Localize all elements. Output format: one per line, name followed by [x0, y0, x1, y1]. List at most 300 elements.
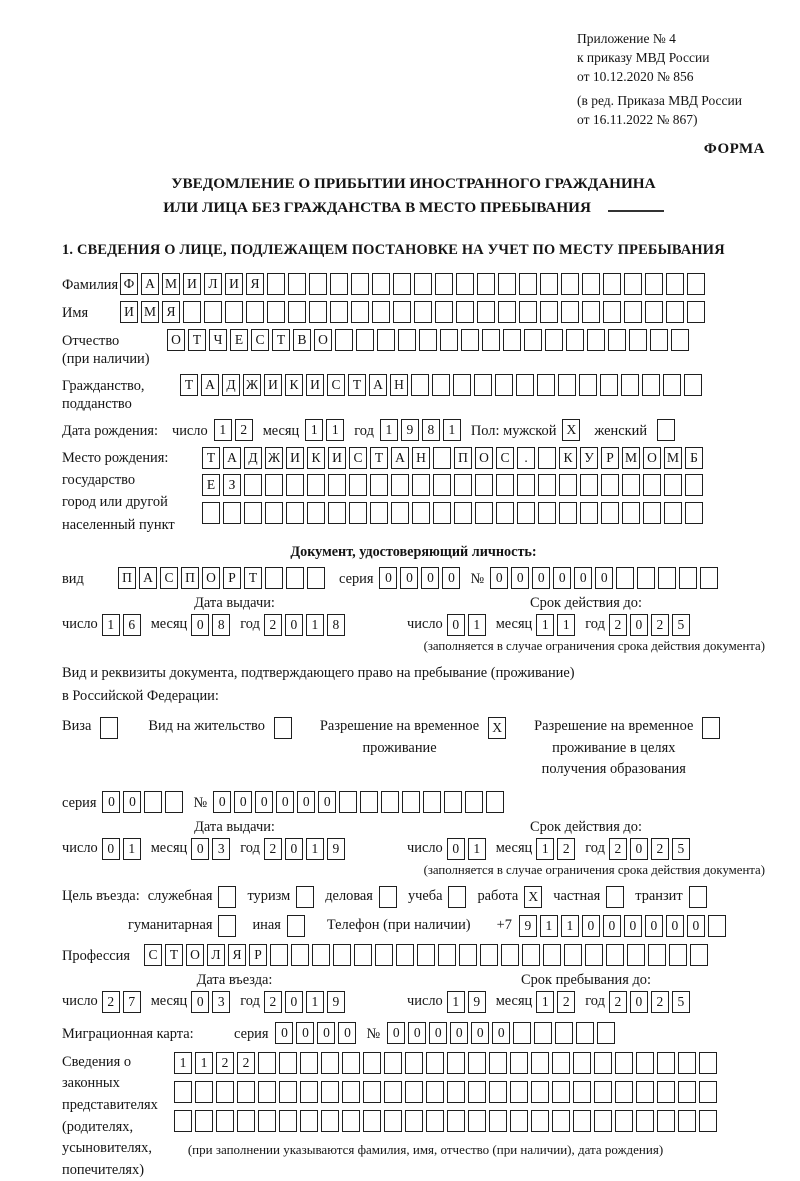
char-box[interactable]: 0: [471, 1022, 489, 1044]
char-box[interactable]: [342, 1052, 360, 1074]
char-box[interactable]: [447, 1081, 465, 1103]
char-box[interactable]: [538, 447, 556, 469]
char-box[interactable]: [244, 502, 262, 524]
char-box[interactable]: [678, 1052, 696, 1074]
char-box[interactable]: [559, 502, 577, 524]
char-box[interactable]: [531, 1052, 549, 1074]
char-box[interactable]: [552, 1052, 570, 1074]
char-box[interactable]: [391, 502, 409, 524]
char-box[interactable]: Ж: [243, 374, 261, 396]
char-box[interactable]: А: [201, 374, 219, 396]
char-box[interactable]: [414, 301, 432, 323]
char-box[interactable]: Н: [412, 447, 430, 469]
char-box[interactable]: [244, 474, 262, 496]
char-box[interactable]: О: [167, 329, 185, 351]
char-box[interactable]: [519, 273, 537, 295]
char-box[interactable]: [616, 567, 634, 589]
char-box[interactable]: 0: [442, 567, 460, 589]
char-box[interactable]: 0: [318, 791, 336, 813]
char-box[interactable]: [195, 1110, 213, 1132]
char-box[interactable]: 5: [672, 614, 690, 636]
char-box[interactable]: 8: [212, 614, 230, 636]
char-box[interactable]: [543, 944, 561, 966]
char-box[interactable]: [330, 273, 348, 295]
char-box[interactable]: [637, 567, 655, 589]
char-box[interactable]: [561, 301, 579, 323]
char-box[interactable]: 0: [408, 1022, 426, 1044]
char-box[interactable]: 5: [672, 838, 690, 860]
char-box[interactable]: [433, 474, 451, 496]
char-box[interactable]: К: [559, 447, 577, 469]
char-box[interactable]: И: [225, 273, 243, 295]
char-box[interactable]: X: [488, 717, 506, 739]
char-box[interactable]: [265, 474, 283, 496]
char-box[interactable]: 2: [235, 419, 253, 441]
char-box[interactable]: [447, 1110, 465, 1132]
char-box[interactable]: 0: [213, 791, 231, 813]
char-box[interactable]: [685, 474, 703, 496]
char-box[interactable]: [379, 886, 397, 908]
char-box[interactable]: [486, 791, 504, 813]
residence-permit-checkbox[interactable]: [274, 717, 292, 739]
char-box[interactable]: [333, 944, 351, 966]
char-box[interactable]: [356, 329, 374, 351]
char-box[interactable]: [615, 1081, 633, 1103]
char-box[interactable]: [279, 1081, 297, 1103]
char-box[interactable]: [601, 474, 619, 496]
tourism-checkbox[interactable]: [296, 886, 314, 908]
char-box[interactable]: [606, 886, 624, 908]
char-box[interactable]: [689, 886, 707, 908]
char-box[interactable]: [270, 944, 288, 966]
char-box[interactable]: [174, 1110, 192, 1132]
char-box[interactable]: [174, 1081, 192, 1103]
char-box[interactable]: [363, 1110, 381, 1132]
char-box[interactable]: [328, 474, 346, 496]
char-box[interactable]: [615, 1110, 633, 1132]
char-box[interactable]: [300, 1081, 318, 1103]
char-box[interactable]: [448, 886, 466, 908]
char-box[interactable]: 0: [285, 838, 303, 860]
char-box[interactable]: [636, 1110, 654, 1132]
char-box[interactable]: 0: [687, 915, 705, 937]
char-box[interactable]: [666, 273, 684, 295]
char-box[interactable]: [580, 474, 598, 496]
char-box[interactable]: [679, 567, 697, 589]
char-box[interactable]: 2: [102, 991, 120, 1013]
char-box[interactable]: [321, 1110, 339, 1132]
char-box[interactable]: [576, 1022, 594, 1044]
char-box[interactable]: [412, 502, 430, 524]
char-box[interactable]: 0: [285, 991, 303, 1013]
char-box[interactable]: [684, 374, 702, 396]
char-box[interactable]: [307, 474, 325, 496]
female-checkbox[interactable]: [657, 419, 675, 441]
char-box[interactable]: 0: [379, 567, 397, 589]
char-box[interactable]: П: [118, 567, 136, 589]
char-box[interactable]: [258, 1081, 276, 1103]
char-box[interactable]: 0: [447, 838, 465, 860]
char-box[interactable]: 0: [582, 915, 600, 937]
commercial-checkbox[interactable]: [379, 886, 397, 908]
char-box[interactable]: [412, 474, 430, 496]
char-box[interactable]: Н: [390, 374, 408, 396]
char-box[interactable]: [495, 374, 513, 396]
char-box[interactable]: [648, 944, 666, 966]
char-box[interactable]: [414, 273, 432, 295]
char-box[interactable]: [669, 944, 687, 966]
char-box[interactable]: 0: [296, 1022, 314, 1044]
male-checkbox[interactable]: [562, 419, 580, 441]
char-box[interactable]: [267, 273, 285, 295]
char-box[interactable]: А: [141, 273, 159, 295]
char-box[interactable]: 2: [651, 614, 669, 636]
char-box[interactable]: 0: [490, 567, 508, 589]
char-box[interactable]: [621, 374, 639, 396]
char-box[interactable]: [657, 1081, 675, 1103]
char-box[interactable]: [582, 273, 600, 295]
char-box[interactable]: С: [160, 567, 178, 589]
char-box[interactable]: Т: [202, 447, 220, 469]
char-box[interactable]: 0: [645, 915, 663, 937]
char-box[interactable]: X: [562, 419, 580, 441]
char-box[interactable]: Т: [180, 374, 198, 396]
char-box[interactable]: Т: [272, 329, 290, 351]
char-box[interactable]: [456, 301, 474, 323]
char-box[interactable]: [477, 301, 495, 323]
char-box[interactable]: И: [286, 447, 304, 469]
char-box[interactable]: Д: [222, 374, 240, 396]
business-checkbox[interactable]: [218, 886, 236, 908]
char-box[interactable]: 3: [212, 991, 230, 1013]
char-box[interactable]: [419, 329, 437, 351]
char-box[interactable]: [552, 1081, 570, 1103]
char-box[interactable]: Т: [188, 329, 206, 351]
char-box[interactable]: Р: [223, 567, 241, 589]
char-box[interactable]: [339, 791, 357, 813]
char-box[interactable]: [459, 944, 477, 966]
char-box[interactable]: [426, 1110, 444, 1132]
char-box[interactable]: [496, 474, 514, 496]
char-box[interactable]: 9: [327, 991, 345, 1013]
char-box[interactable]: .: [517, 447, 535, 469]
char-box[interactable]: П: [454, 447, 472, 469]
char-box[interactable]: [433, 502, 451, 524]
char-box[interactable]: [468, 1081, 486, 1103]
char-box[interactable]: [433, 447, 451, 469]
char-box[interactable]: [246, 301, 264, 323]
char-box[interactable]: [195, 1081, 213, 1103]
char-box[interactable]: [183, 301, 201, 323]
char-box[interactable]: [223, 502, 241, 524]
char-box[interactable]: 0: [630, 991, 648, 1013]
char-box[interactable]: [489, 1052, 507, 1074]
char-box[interactable]: [643, 502, 661, 524]
char-box[interactable]: 0: [553, 567, 571, 589]
char-box[interactable]: К: [307, 447, 325, 469]
char-box[interactable]: [582, 301, 600, 323]
char-box[interactable]: 2: [237, 1052, 255, 1074]
char-box[interactable]: [456, 273, 474, 295]
char-box[interactable]: 2: [609, 991, 627, 1013]
char-box[interactable]: [636, 1081, 654, 1103]
char-box[interactable]: 0: [492, 1022, 510, 1044]
char-box[interactable]: [312, 944, 330, 966]
char-box[interactable]: [432, 374, 450, 396]
char-box[interactable]: [165, 791, 183, 813]
char-box[interactable]: [503, 329, 521, 351]
char-box[interactable]: [204, 301, 222, 323]
char-box[interactable]: 2: [264, 991, 282, 1013]
char-box[interactable]: [454, 502, 472, 524]
char-box[interactable]: 2: [609, 838, 627, 860]
char-box[interactable]: [600, 374, 618, 396]
char-box[interactable]: [287, 915, 305, 937]
char-box[interactable]: С: [496, 447, 514, 469]
char-box[interactable]: О: [314, 329, 332, 351]
char-box[interactable]: [453, 374, 471, 396]
char-box[interactable]: [510, 1081, 528, 1103]
char-box[interactable]: 0: [102, 791, 120, 813]
char-box[interactable]: [288, 273, 306, 295]
char-box[interactable]: [699, 1110, 717, 1132]
char-box[interactable]: И: [328, 447, 346, 469]
char-box[interactable]: 2: [216, 1052, 234, 1074]
edu-residence-checkbox[interactable]: [702, 717, 720, 739]
char-box[interactable]: [225, 301, 243, 323]
char-box[interactable]: 0: [429, 1022, 447, 1044]
char-box[interactable]: И: [183, 273, 201, 295]
char-box[interactable]: [258, 1110, 276, 1132]
char-box[interactable]: А: [139, 567, 157, 589]
char-box[interactable]: [342, 1081, 360, 1103]
char-box[interactable]: [351, 273, 369, 295]
char-box[interactable]: А: [391, 447, 409, 469]
char-box[interactable]: 0: [102, 838, 120, 860]
char-box[interactable]: [580, 502, 598, 524]
char-box[interactable]: С: [327, 374, 345, 396]
char-box[interactable]: [265, 502, 283, 524]
other-checkbox[interactable]: [287, 915, 305, 937]
private-checkbox[interactable]: [606, 886, 624, 908]
char-box[interactable]: [687, 273, 705, 295]
char-box[interactable]: М: [622, 447, 640, 469]
char-box[interactable]: [202, 502, 220, 524]
char-box[interactable]: [534, 1022, 552, 1044]
char-box[interactable]: [384, 1110, 402, 1132]
char-box[interactable]: [384, 1052, 402, 1074]
char-box[interactable]: [513, 1022, 531, 1044]
char-box[interactable]: [477, 273, 495, 295]
char-box[interactable]: [664, 502, 682, 524]
char-box[interactable]: 2: [264, 614, 282, 636]
char-box[interactable]: [468, 1110, 486, 1132]
char-box[interactable]: 0: [191, 614, 209, 636]
char-box[interactable]: 0: [387, 1022, 405, 1044]
char-box[interactable]: [438, 944, 456, 966]
char-box[interactable]: [321, 1081, 339, 1103]
char-box[interactable]: [594, 1081, 612, 1103]
char-box[interactable]: [417, 944, 435, 966]
char-box[interactable]: [708, 915, 726, 937]
char-box[interactable]: 0: [421, 567, 439, 589]
char-box[interactable]: 0: [191, 991, 209, 1013]
char-box[interactable]: [461, 329, 479, 351]
char-box[interactable]: [622, 474, 640, 496]
char-box[interactable]: [645, 273, 663, 295]
char-box[interactable]: [286, 474, 304, 496]
char-box[interactable]: 6: [123, 614, 141, 636]
char-box[interactable]: [537, 374, 555, 396]
char-box[interactable]: [531, 1110, 549, 1132]
char-box[interactable]: 0: [630, 838, 648, 860]
char-box[interactable]: [629, 329, 647, 351]
char-box[interactable]: [396, 944, 414, 966]
char-box[interactable]: 9: [468, 991, 486, 1013]
char-box[interactable]: 7: [123, 991, 141, 1013]
char-box[interactable]: [608, 329, 626, 351]
char-box[interactable]: Т: [244, 567, 262, 589]
char-box[interactable]: [601, 502, 619, 524]
char-box[interactable]: [671, 329, 689, 351]
char-box[interactable]: [699, 1052, 717, 1074]
char-box[interactable]: [398, 329, 416, 351]
char-box[interactable]: [606, 944, 624, 966]
char-box[interactable]: 1: [174, 1052, 192, 1074]
char-box[interactable]: [309, 273, 327, 295]
char-box[interactable]: [517, 502, 535, 524]
char-box[interactable]: 1: [123, 838, 141, 860]
char-box[interactable]: Ф: [120, 273, 138, 295]
char-box[interactable]: [454, 474, 472, 496]
char-box[interactable]: [480, 944, 498, 966]
char-box[interactable]: [288, 301, 306, 323]
char-box[interactable]: [645, 301, 663, 323]
char-box[interactable]: [559, 474, 577, 496]
char-box[interactable]: [498, 273, 516, 295]
char-box[interactable]: 1: [214, 419, 232, 441]
char-box[interactable]: 1: [468, 614, 486, 636]
char-box[interactable]: [411, 374, 429, 396]
char-box[interactable]: [426, 1052, 444, 1074]
char-box[interactable]: 0: [338, 1022, 356, 1044]
char-box[interactable]: [216, 1110, 234, 1132]
char-box[interactable]: 1: [536, 991, 554, 1013]
char-box[interactable]: [218, 886, 236, 908]
char-box[interactable]: У: [580, 447, 598, 469]
char-box[interactable]: 2: [651, 838, 669, 860]
char-box[interactable]: [687, 301, 705, 323]
char-box[interactable]: 9: [327, 838, 345, 860]
char-box[interactable]: [321, 1052, 339, 1074]
char-box[interactable]: А: [223, 447, 241, 469]
char-box[interactable]: Я: [162, 301, 180, 323]
char-box[interactable]: [501, 944, 519, 966]
char-box[interactable]: [372, 273, 390, 295]
char-box[interactable]: [309, 301, 327, 323]
char-box[interactable]: 2: [609, 614, 627, 636]
char-box[interactable]: [465, 791, 483, 813]
char-box[interactable]: [573, 1110, 591, 1132]
char-box[interactable]: 0: [276, 791, 294, 813]
char-box[interactable]: [624, 273, 642, 295]
char-box[interactable]: 0: [532, 567, 550, 589]
visa-checkbox[interactable]: [100, 717, 118, 739]
char-box[interactable]: [405, 1110, 423, 1132]
char-box[interactable]: 0: [574, 567, 592, 589]
char-box[interactable]: [690, 944, 708, 966]
char-box[interactable]: [663, 374, 681, 396]
char-box[interactable]: 8: [327, 614, 345, 636]
char-box[interactable]: [636, 1052, 654, 1074]
char-box[interactable]: 1: [306, 614, 324, 636]
char-box[interactable]: И: [120, 301, 138, 323]
char-box[interactable]: [624, 301, 642, 323]
char-box[interactable]: 9: [519, 915, 537, 937]
char-box[interactable]: [300, 1052, 318, 1074]
char-box[interactable]: 0: [624, 915, 642, 937]
char-box[interactable]: С: [251, 329, 269, 351]
char-box[interactable]: [566, 329, 584, 351]
char-box[interactable]: [702, 717, 720, 739]
char-box[interactable]: 0: [285, 614, 303, 636]
char-box[interactable]: [474, 374, 492, 396]
char-box[interactable]: [650, 329, 668, 351]
char-box[interactable]: 2: [557, 991, 575, 1013]
char-box[interactable]: [594, 1052, 612, 1074]
char-box[interactable]: [657, 419, 675, 441]
char-box[interactable]: [296, 886, 314, 908]
char-box[interactable]: 0: [450, 1022, 468, 1044]
char-box[interactable]: [564, 944, 582, 966]
char-box[interactable]: О: [202, 567, 220, 589]
char-box[interactable]: [237, 1081, 255, 1103]
char-box[interactable]: 1: [540, 915, 558, 937]
char-box[interactable]: 1: [380, 419, 398, 441]
char-box[interactable]: [587, 329, 605, 351]
char-box[interactable]: [435, 273, 453, 295]
char-box[interactable]: [475, 474, 493, 496]
char-box[interactable]: [100, 717, 118, 739]
char-box[interactable]: [349, 474, 367, 496]
char-box[interactable]: [237, 1110, 255, 1132]
char-box[interactable]: 0: [511, 567, 529, 589]
char-box[interactable]: [538, 474, 556, 496]
char-box[interactable]: 2: [651, 991, 669, 1013]
study-checkbox[interactable]: [448, 886, 466, 908]
char-box[interactable]: [538, 502, 556, 524]
char-box[interactable]: Е: [202, 474, 220, 496]
char-box[interactable]: Ч: [209, 329, 227, 351]
transit-checkbox[interactable]: [689, 886, 707, 908]
char-box[interactable]: [573, 1052, 591, 1074]
char-box[interactable]: [540, 273, 558, 295]
char-box[interactable]: [579, 374, 597, 396]
char-box[interactable]: [700, 567, 718, 589]
char-box[interactable]: С: [349, 447, 367, 469]
char-box[interactable]: Л: [204, 273, 222, 295]
char-box[interactable]: 1: [557, 614, 575, 636]
char-box[interactable]: 0: [603, 915, 621, 937]
char-box[interactable]: Т: [165, 944, 183, 966]
char-box[interactable]: П: [181, 567, 199, 589]
char-box[interactable]: [258, 1052, 276, 1074]
char-box[interactable]: [555, 1022, 573, 1044]
char-box[interactable]: В: [293, 329, 311, 351]
char-box[interactable]: М: [162, 273, 180, 295]
char-box[interactable]: 9: [401, 419, 419, 441]
char-box[interactable]: [643, 474, 661, 496]
